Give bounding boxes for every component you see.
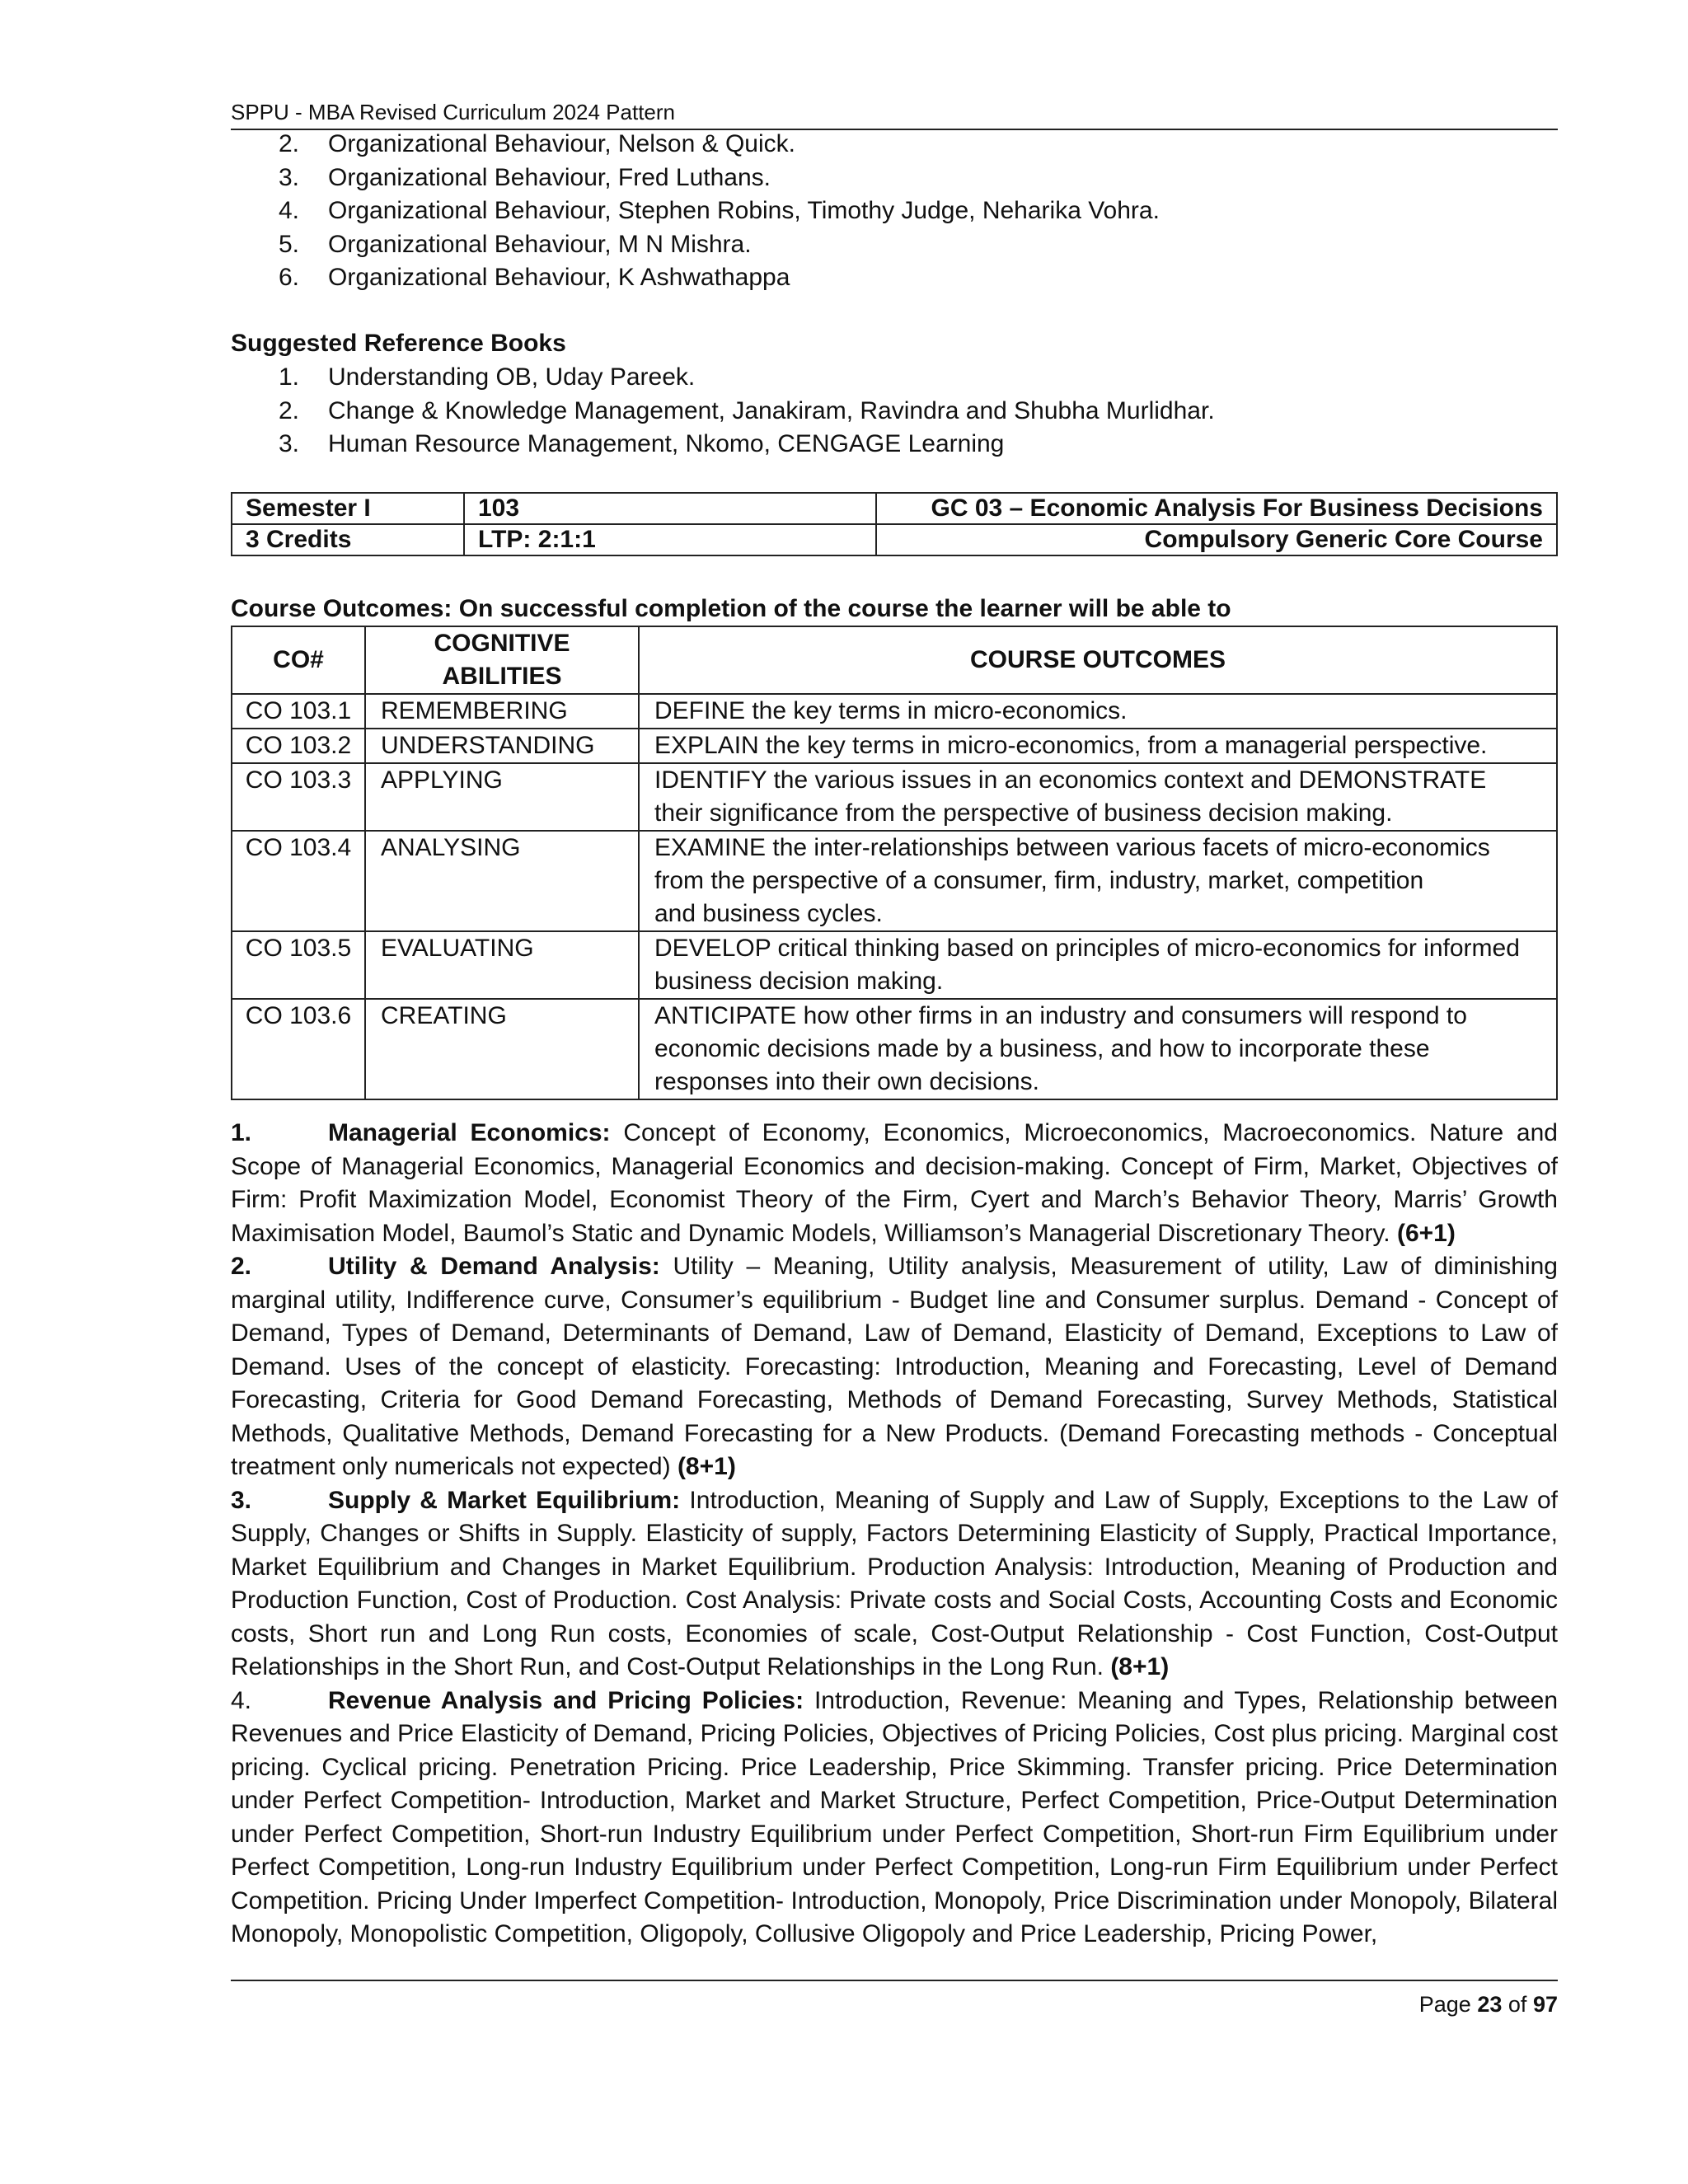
cognitive-ability: CREATING (365, 999, 639, 1099)
unit-title: Managerial Economics: (328, 1119, 611, 1146)
list-item: 2. Change & Knowledge Management, Janakiram, Ravindra and Shubha Murlidhar. (279, 396, 1215, 424)
co-number: CO 103.6 (232, 999, 365, 1099)
reference-books-heading: Suggested Reference Books (231, 330, 566, 357)
reference-books-list (231, 361, 1558, 462)
column-header: COGNITIVE ABILITIES (365, 626, 639, 694)
ltp-cell: LTP: 2:1:1 (464, 524, 876, 555)
credits-cell: 3 Credits (232, 524, 464, 555)
unit-number: 2. (231, 1253, 252, 1280)
course-outcomes-table (231, 626, 1558, 1100)
list-item: 3. Organizational Behaviour, Fred Luthans. (279, 163, 771, 191)
unit-content: Introduction, Revenue: Meaning and Types, Relationship between Revenues and Price Elasticity of Demand, Pricing Policies, Objectives of Pricing Policies, Cost plus pricing. Marginal cost pricing. Cyclical pricing. Penetration Pricing. Price Leadership, Price Skimming. Transfer pricing. Price Determination under Perfect Competition- Introduction, Market and Market Structure, Perfect Competition, Price-Output Determination under Perfect Competition, Short-run Industry Equilibrium under Perfect Competition, Short-run Firm Equilibrium under Perfect Competition, Long-run Industry Equilibrium under Perfect Competition, Long-run Firm Equilibrium under Perfect Competition. Pricing Under Imperfect Competition- Introduction, Monopoly, Price Discrimination under Monopoly, Bilateral Monopoly, Monopolistic Competition, Oligopoly, Collusive Oligopoly and Price Leadership, Pricing Power, (231, 1686, 1558, 1947)
course-type-cell: Compulsory Generic Core Course (876, 524, 1557, 555)
cognitive-ability: APPLYING (365, 763, 639, 831)
course-title-cell: GC 03 – Economic Analysis For Business Decisions (876, 493, 1557, 524)
syllabus-units (231, 1117, 1558, 1952)
unit-hours: (8+1) (677, 1453, 736, 1480)
table-row (232, 763, 1557, 831)
column-header: COURSE OUTCOMES (639, 626, 1557, 694)
cognitive-ability: REMEMBERING (365, 694, 639, 729)
semester-cell: Semester I (232, 493, 464, 524)
course-code-cell: 103 (464, 493, 876, 524)
unit-paragraph (231, 1484, 1558, 1685)
unit-title: Revenue Analysis and Pricing Policies: (328, 1686, 804, 1714)
list-item: 4. Organizational Behaviour, Stephen Robins, Timothy Judge, Neharika Vohra. (279, 197, 1160, 224)
table-row (232, 694, 1557, 729)
list-item: 3. Human Resource Management, Nkomo, CENGAGE Learning (279, 430, 1005, 457)
textbook-list-continued (231, 128, 1558, 295)
unit-title: Supply & Market Equilibrium: (328, 1486, 681, 1514)
co-number: CO 103.3 (232, 763, 365, 831)
footer-divider (231, 1980, 1558, 1981)
unit-hours: (6+1) (1396, 1219, 1456, 1247)
unit-hours: (8+1) (1110, 1653, 1170, 1680)
unit-number: 1. (231, 1119, 252, 1146)
unit-paragraph (231, 1117, 1558, 1250)
unit-paragraph (231, 1685, 1558, 1952)
page-number: Page 23 of 97 (1418, 1992, 1558, 2017)
table-row (232, 999, 1557, 1099)
unit-number: 3. (231, 1486, 252, 1514)
cognitive-ability: ANALYSING (365, 831, 639, 931)
co-number: CO 103.1 (232, 694, 365, 729)
list-item: 2. Organizational Behaviour, Nelson & Quick. (279, 130, 795, 157)
co-number: CO 103.4 (232, 831, 365, 931)
course-outcome: ANTICIPATE how other firms in an industry and consumers will respond to economic decisions made by a business, and how to incorporate these responses into their own decisions. (639, 999, 1557, 1099)
table-row (232, 931, 1557, 999)
course-outcome: EXPLAIN the key terms in micro-economics, from a managerial perspective. (639, 729, 1557, 763)
table-row (232, 831, 1557, 931)
list-item: 1. Understanding OB, Uday Pareek. (279, 363, 696, 391)
table-header-row (232, 626, 1557, 694)
unit-title: Utility & Demand Analysis: (328, 1253, 660, 1280)
cognitive-ability: UNDERSTANDING (365, 729, 639, 763)
column-header: CO# (232, 626, 365, 694)
cognitive-ability: EVALUATING (365, 931, 639, 999)
course-outcome: DEFINE the key terms in micro-economics. (639, 694, 1557, 729)
co-number: CO 103.2 (232, 729, 365, 763)
table-row (232, 729, 1557, 763)
course-outcome: EXAMINE the inter-relationships between various facets of micro-economics from the perspective of a consumer, firm, industry, market, competition and business cycles. (639, 831, 1557, 931)
course-outcomes-heading: Course Outcomes: On successful completion of the course the learner will be able to (231, 595, 1231, 622)
table-row (232, 524, 1557, 555)
unit-paragraph (231, 1250, 1558, 1484)
unit-number: 4. (231, 1686, 252, 1714)
course-outcome: IDENTIFY the various issues in an economics context and DEMONSTRATE their significance from the perspective of business decision making. (639, 763, 1557, 831)
unit-content: Introduction, Meaning of Supply and Law of Supply, Exceptions to the Law of Supply, Changes or Shifts in Supply. Elasticity of supply, Factors Determining Elasticity of Supply, Practical Importance, Market Equilibrium and Changes in Market Equilibrium. Production Analysis: Introduction, Meaning of Production and Production Function, Cost of Production. Cost Analysis: Private costs and Social Costs, Accounting Costs and Economic costs, Short run and Long Run costs, Economies of scale, Cost-Output Relationship - Cost Function, Cost-Output Relationships in the Short Run, and Cost-Output Relationships in the Long Run. (231, 1486, 1558, 1680)
unit-content: Concept of Economy, Economics, Microeconomics, Macroeconomics. Nature and Scope of Managerial Economics, Managerial Economics and decision-making. Concept of Firm, Market, Objectives of Firm: Profit Maximization Model, Economist Theory of the Firm, Cyert and March’s Behavior Theory, Marris’ Growth Maximisation Model, Baumol’s Static and Dynamic Models, Williamson’s Managerial Discretionary Theory. (231, 1119, 1558, 1247)
list-item: 6. Organizational Behaviour, K Ashwathappa (279, 264, 790, 291)
co-number: CO 103.5 (232, 931, 365, 999)
running-header: SPPU - MBA Revised Curriculum 2024 Pattern (231, 97, 1558, 130)
list-item: 5. Organizational Behaviour, M N Mishra. (279, 230, 752, 258)
table-row (232, 493, 1557, 524)
document-page (231, 0, 1558, 2184)
course-outcome: DEVELOP critical thinking based on principles of micro-economics for informed business decision making. (639, 931, 1557, 999)
course-info-table (231, 492, 1558, 556)
unit-content: Utility – Meaning, Utility analysis, Measurement of utility, Law of diminishing marginal utility, Indifference curve, Consumer’s equilibrium - Budget line and Consumer surplus. Demand - Concept of Demand, Types of Demand, Determinants of Demand, Law of Demand, Elasticity of Demand, Exceptions to Law of Demand. Uses of the concept of elasticity. Forecasting: Introduction, Meaning and Forecasting, Level of Demand Forecasting, Criteria for Good Demand Forecasting, Methods of Demand Forecasting, Survey Methods, Statistical Methods, Qualitative Methods, Demand Forecasting for a New Products. (Demand Forecasting methods - Conceptual treatment only numericals not expected) (231, 1253, 1558, 1480)
